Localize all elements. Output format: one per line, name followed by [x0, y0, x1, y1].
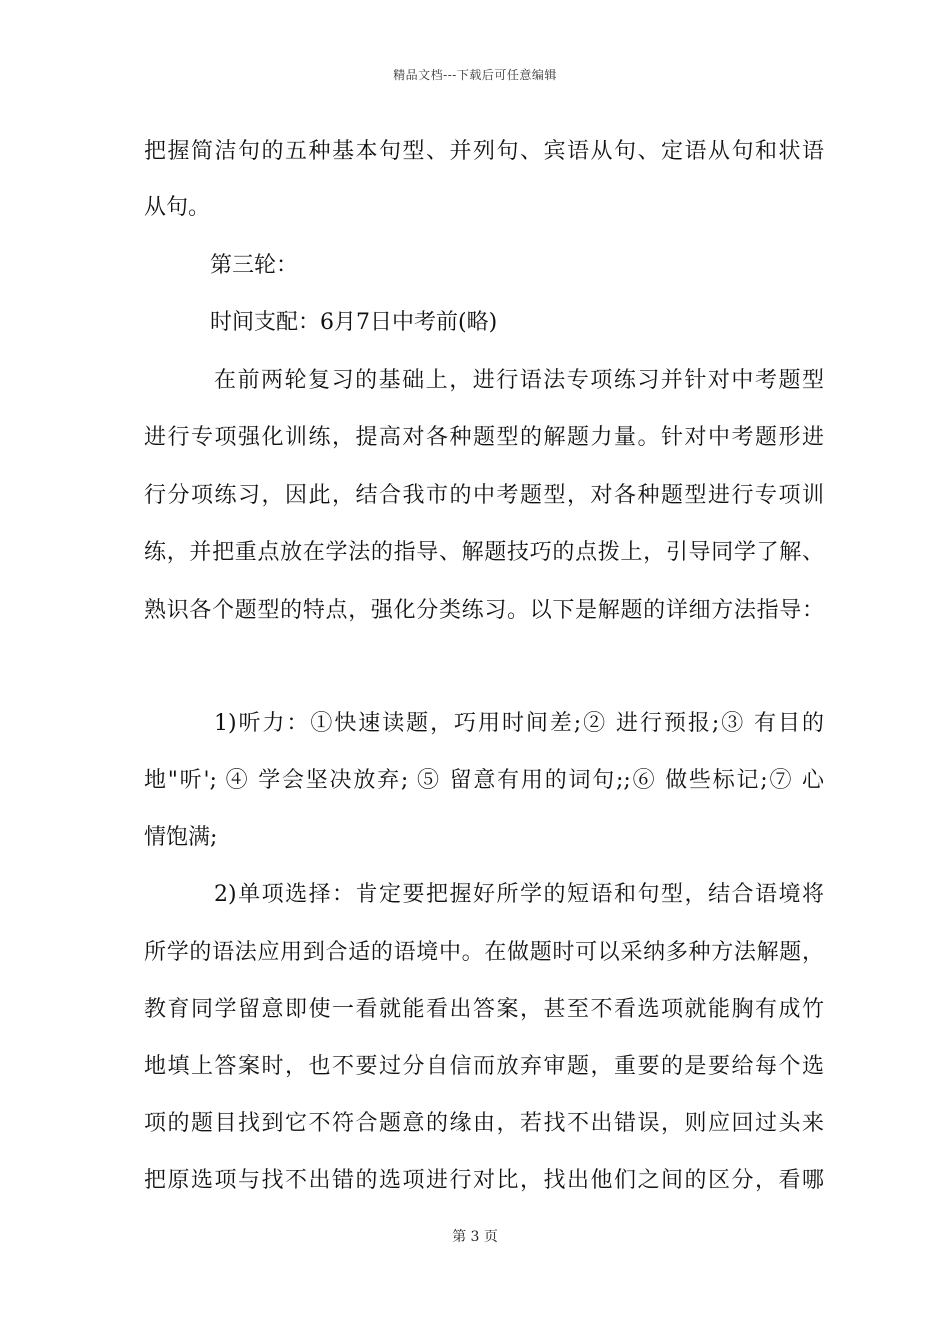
text-line: 时间支配：6月7日中考前(略) [210, 310, 498, 335]
text-line: 教育同学留意即使一看就能看出答案，甚至不看选项就能胸有成竹 [144, 997, 824, 1022]
text-line: 项的题目找到它不符合题意的缘由，若找不出错误，则应回过头来 [144, 1111, 824, 1136]
text-line: 熟识各个题型的特点，强化分类练习。以下是解题的详细方法指导： [144, 598, 824, 623]
text-line: 进行专项强化训练，提高对各种题型的解题力量。针对中考题形进 [144, 425, 824, 450]
text-line: 行分项练习，因此，结合我市的中考题型，对各种题型进行专项训 [144, 483, 824, 508]
text-line: 情饱满; [144, 825, 218, 850]
page-number: 第 3 页 [452, 1229, 498, 1245]
text-line: 2)单项选择：肯定要把握好所学的短语和句型，结合语境将 [214, 882, 824, 907]
section-heading: 第三轮： [210, 253, 299, 278]
page-header: 精品文档---下载后可任意编辑 [393, 68, 557, 82]
text-line: 地填上答案时，也不要过分自信而放弃审题，重要的是要给每个选 [144, 1054, 824, 1079]
text-line: 从句。 [144, 195, 211, 220]
text-line: 所学的语法应用到合适的语境中。在做题时可以采纳多种方法解题， [144, 940, 824, 965]
text-line: 在前两轮复习的基础上，进行语法专项练习并针对中考题型 [214, 368, 824, 393]
text-line: 地"听'; ④ 学会坚决放弃; ⑤ 留意有用的词句;;⑥ 做些标记;⑦ 心 [144, 768, 824, 793]
text-line: 把握简洁句的五种基本句型、并列句、宾语从句、定语从句和状语 [144, 139, 824, 164]
text-line: 1)听力：①快速读题，巧用时间差;② 进行预报;③ 有目的 [214, 711, 824, 736]
text-line: 把原选项与找不出错的选项进行对比，找出他们之间的区分，看哪 [144, 1168, 824, 1193]
text-line: 练，并把重点放在学法的指导、解题技巧的点拨上，引导同学了解、 [144, 540, 824, 565]
